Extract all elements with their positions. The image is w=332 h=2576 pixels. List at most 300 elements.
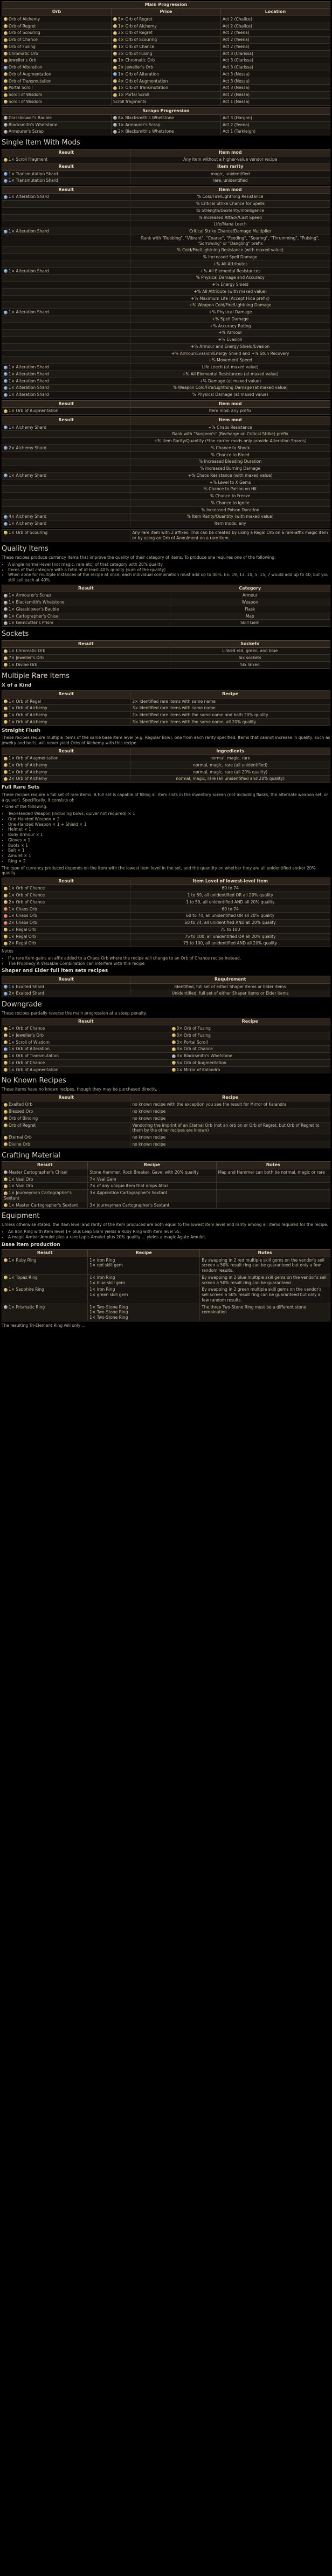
table-cell: 1× Scroll Fragment <box>2 156 130 163</box>
table-cell: 1× Alteration Shard <box>2 268 130 275</box>
table-cell: % Physical Damage and Accuracy <box>130 275 330 282</box>
table-cell: 3× Portal Scroll <box>170 1039 330 1046</box>
col-result: Result <box>2 417 130 424</box>
table-cell <box>2 295 130 302</box>
table-row <box>2 1122 330 1134</box>
table-cell: Orb of Transmutation <box>2 78 112 85</box>
table-cell: % Chance to Freeze <box>130 493 330 500</box>
orb-icon <box>4 17 8 21</box>
table-cell: +% Armour and Energy Shield/Evasion <box>130 343 330 350</box>
straight-flush-table <box>2 748 330 783</box>
table-row <box>2 933 330 940</box>
table-cell: 1× Jeweller's Orb <box>2 1032 170 1039</box>
table-row <box>2 451 330 458</box>
col-item-mod: Item mod <box>130 149 330 156</box>
table-cell: Map <box>170 613 330 620</box>
table-cell: Skill Gem <box>170 620 330 627</box>
full-rare-lead: • One of the following: <box>2 804 48 810</box>
table-cell: % Weapon Cold/Fire/Lightning Damage (at maxed value) <box>130 385 330 392</box>
table-cell: magic, unidentified <box>130 170 330 177</box>
table-cell: normal, magic, rare (all unidentified) <box>130 762 330 769</box>
table-cell: +% Armour/Evasion/Energy Shield and +% Stun Recovery <box>130 350 330 357</box>
table-cell: Portal Scroll <box>2 85 112 92</box>
equipment-bottom-note: The resulting Tri-Element Ring will only ... <box>2 1323 86 1328</box>
table-row <box>2 655 330 662</box>
table-cell: Act 2 (Yeena) <box>221 43 330 50</box>
table-row <box>2 385 330 392</box>
table-cell: +% Level to X Gems <box>130 479 330 486</box>
downgrade-rows <box>2 1025 330 1073</box>
table-cell <box>2 337 130 344</box>
quality-title: Quality Items <box>2 545 49 553</box>
table-row <box>2 1274 330 1286</box>
table-row <box>2 698 330 705</box>
table-cell: 1× Cartographer's Chisel <box>2 613 170 620</box>
table-row <box>2 762 330 769</box>
table-row <box>2 16 330 23</box>
orb-icon <box>4 621 8 625</box>
table-cell: Chromatic Orb <box>2 50 112 57</box>
table-row <box>2 1141 330 1148</box>
table-row <box>2 316 330 323</box>
orb-icon <box>172 1061 176 1065</box>
orb-icon <box>4 1047 8 1051</box>
table-row <box>2 98 330 105</box>
table-cell: 2× Regal Orb <box>2 940 130 947</box>
table-cell: Scroll fragments <box>112 98 221 105</box>
table-cell: no known recipe <box>130 1141 330 1148</box>
table-cell: 1× Glassblower's Bauble <box>2 606 170 613</box>
orb-icon <box>4 649 8 653</box>
table-cell: 4× Alchemy Shard <box>2 513 130 520</box>
table-row <box>2 990 330 997</box>
downgrade-text: These recipes partially reverse the main progression at a steep penalty. <box>2 1010 147 1016</box>
table-cell: +% Spell Damage <box>130 316 330 323</box>
table-cell: Orb of Alteration <box>2 64 112 71</box>
table-cell: no known recipe <box>130 1115 330 1122</box>
table-cell: +% All Elemental Resistances (at maxed value) <box>130 371 330 378</box>
col-item-rarity: Item rarity <box>130 163 330 170</box>
table-row <box>2 1176 330 1183</box>
table-cell <box>2 247 130 254</box>
table-row <box>2 247 330 254</box>
table-row <box>2 261 330 268</box>
table-cell: 1× Alteration Shard <box>2 378 130 385</box>
orb-icon <box>4 52 8 56</box>
table-cell: 1× Orb of Chance <box>2 1059 170 1066</box>
table-row <box>2 599 330 606</box>
table-cell: Blacksmith's Whetstone <box>2 121 112 128</box>
table-cell: % Increased Attack/Cast Speed <box>130 214 330 221</box>
orb-icon <box>4 1103 8 1107</box>
table-cell <box>2 214 130 221</box>
table-cell: +% Weapon Cold/Fire/Lightning Damage <box>130 302 330 309</box>
section-single-item: Single Item With Mods <box>2 139 80 147</box>
table-cell: no known recipe with the exception you see the result for Mirror of Kalandra <box>130 1101 330 1108</box>
table-cell: +% Movement Speed <box>130 357 330 364</box>
crafting-table <box>2 1161 330 1209</box>
table-cell <box>2 330 130 337</box>
table-row <box>2 465 330 472</box>
orb-icon <box>4 1276 8 1279</box>
table-cell: Master Cartographer's Chisel <box>2 1169 88 1176</box>
table-row <box>2 114 330 121</box>
orb-icon <box>4 386 8 390</box>
table-row <box>2 235 330 247</box>
table-cell: 1× Alchemy Shard <box>2 472 130 479</box>
table-cell <box>2 458 130 465</box>
table-cell: 1× Chaos Orb <box>2 906 130 913</box>
table-cell: 1× Alteration Shard <box>2 309 130 316</box>
table-cell: 1× Divine Orb <box>2 661 170 668</box>
no-known-rows <box>2 1101 330 1148</box>
table-cell: Act 2 (Nessa) <box>221 92 330 99</box>
table-cell: 1× Alteration Shard <box>2 385 130 392</box>
table-row <box>2 424 330 431</box>
table-cell: Act 1 (Tarkleigh) <box>221 128 330 135</box>
table-row <box>2 769 330 776</box>
table-cell: Unidentified, full set of either Shaper items or Elder items <box>130 990 330 997</box>
table-row <box>2 520 330 527</box>
orb-icon <box>4 130 8 134</box>
table-cell: 1× Chromatic Orb <box>112 57 221 64</box>
col-item-mod: Item mod <box>130 400 330 407</box>
list-item: • Body Armour × 1 <box>8 832 330 838</box>
single-item-rows <box>2 156 330 184</box>
table-row <box>2 493 330 500</box>
table-row <box>2 906 330 913</box>
alchemy-table <box>2 416 330 527</box>
table-cell: 2× Orb of Regret <box>112 30 221 37</box>
list-item: • An Iron Ring with item level 1+ plus Leap Slam yields a Ruby Ring with item level 55. <box>8 1229 330 1235</box>
table-cell: 7× Jeweller's Orb <box>2 655 170 662</box>
table-row <box>2 712 330 719</box>
table-cell: 1× Alteration Shard <box>2 371 130 378</box>
table-row <box>2 486 330 493</box>
table-cell: normal, magic, rare (all 20% quality) <box>130 769 330 776</box>
straight-flush-title: Straight Flush <box>2 728 41 734</box>
table-row <box>2 1101 330 1108</box>
orb-icon <box>113 52 117 56</box>
table-cell: Stone Hammer, Rock Breaker, Gavel with 20% quality <box>88 1169 216 1176</box>
table-cell <box>216 1190 330 1202</box>
table-cell: 2× Identified rare items with same name <box>130 698 330 705</box>
table-cell: 3× Journeyman Cartographer's Sextant <box>88 1202 216 1209</box>
orb-icon <box>113 24 117 28</box>
table-cell: Item mods: any <box>130 520 330 527</box>
orb-icon <box>113 72 117 76</box>
table-cell: 3× Apprentice Cartographer's Sextant <box>88 1190 216 1202</box>
orb-icon <box>113 79 117 83</box>
table-cell: 3× Orb of Fusing <box>112 50 221 57</box>
table-cell: Any item without a higher-value vendor recipe <box>130 156 330 163</box>
table-cell: % Item Rarity/Quantity (with maxed value) <box>130 513 330 520</box>
orb-icon <box>4 426 8 429</box>
table-row <box>2 755 330 762</box>
table-cell: 1× Gemcutter's Prism <box>2 620 170 627</box>
orb-icon <box>4 757 8 761</box>
list-item: • Helmet × 1 <box>8 827 330 832</box>
table-row <box>2 926 330 933</box>
table-row <box>2 444 330 451</box>
orb-icon <box>4 1068 8 1072</box>
table-cell: By swapping in 2 green multiple skill gems on the vendor's sell screen a 50% result ring can be guaranteed but only a few random results. <box>200 1286 330 1304</box>
orb-icon <box>4 446 8 450</box>
orb-icon <box>4 1203 8 1207</box>
orb-icon <box>4 992 8 996</box>
table-cell: 1× Transmutation Shard <box>2 177 130 184</box>
table-cell: Act 3 (Nessa) <box>221 71 330 78</box>
orb-icon <box>4 522 8 526</box>
orb-icon <box>172 1047 176 1051</box>
table-cell <box>2 323 130 330</box>
table-cell: % Critical Strike Chance for Spells <box>130 201 330 208</box>
list-item: • A single normal-level (not magic, rare etc) of that category with 20% quality <box>8 562 330 567</box>
table-row <box>2 718 330 725</box>
table-cell <box>216 1183 330 1190</box>
table-row <box>2 499 330 506</box>
table-cell: +% Chaos Resistance <box>130 424 330 431</box>
scraps-table <box>2 107 330 136</box>
table-row <box>2 57 330 64</box>
col-requirement: Requirement <box>130 976 330 983</box>
table-row <box>2 364 330 371</box>
quality-rows <box>2 592 330 627</box>
table-row <box>2 899 330 906</box>
orb-icon <box>4 607 8 611</box>
scraps-rows <box>2 114 330 135</box>
quality-bullets <box>2 562 330 583</box>
orb-icon <box>4 985 8 989</box>
table-row <box>2 207 330 214</box>
table-cell: 60 to 74 <box>130 885 330 892</box>
table-cell: Act 3 (Nessa) <box>221 85 330 92</box>
table-cell: 1× Orb of Alchemy <box>112 23 221 30</box>
orb-icon <box>4 1116 8 1120</box>
table-cell: 1× Alteration Shard <box>2 194 130 201</box>
orb-icon <box>4 372 8 376</box>
list-item: • One-Handed Weapon × 2 <box>8 817 330 822</box>
table-cell <box>2 486 130 493</box>
table-row <box>2 64 330 71</box>
table-cell: 1× Exalted Shard <box>2 983 130 990</box>
table-cell <box>2 302 130 309</box>
table-cell: 1× Orb of Chance <box>2 885 130 892</box>
orb-icon <box>4 1027 8 1031</box>
col-notes: Notes <box>200 1250 330 1257</box>
table-cell: Flask <box>170 606 330 613</box>
col-result: Result <box>2 748 130 755</box>
table-cell: 1× Sapphire Ring <box>2 1286 88 1304</box>
table-cell: Act 2 (Chalice) <box>221 23 330 30</box>
col-result: Result <box>2 878 130 885</box>
no-known-title: No Known Recipes <box>2 1077 66 1085</box>
table-row <box>2 431 330 438</box>
col-location: Location <box>221 9 330 16</box>
list-item: • A magic Amber Amulet plus a rare Lapis Amulet plus 20% quality ... yields a magic Agate Amulet. <box>8 1235 330 1240</box>
table-cell: 1× Orb of Augmentation <box>2 755 130 762</box>
orb-icon <box>4 59 8 63</box>
orb-icon <box>4 601 8 605</box>
table-row <box>2 1059 330 1066</box>
table-cell: Act 3 (Nessa) <box>221 78 330 85</box>
straight-flush-text: These recipes require multiple items of the same base item level (e.g. Regular Bow), one from each rarity specified. Items that cannot increase in quality, such as jewelry and belts, will never yield Orbs of Alchemy with this recipe. <box>2 735 330 745</box>
table-cell: Jeweller's Orb <box>2 57 112 64</box>
table-cell: +% Armour <box>130 330 330 337</box>
table-cell: 1× Vaal Orb <box>2 1176 88 1183</box>
col-result: Result <box>2 1162 88 1169</box>
table-cell: 1× Orb of Alchemy <box>2 705 130 712</box>
orb-icon <box>113 93 117 97</box>
table-row <box>2 892 330 899</box>
table-row <box>2 472 330 479</box>
main-progression-rows <box>2 16 330 105</box>
table-cell: Critical Strike Chance/Damage Multiplier <box>130 228 330 235</box>
table-cell: Act 2 (Yeena) <box>221 121 330 128</box>
orb-icon <box>113 130 117 134</box>
table-row <box>2 30 330 37</box>
table-cell: Act 1 (Nessa) <box>221 98 330 105</box>
orb-icon <box>4 116 8 120</box>
table-cell: no known recipe <box>130 1134 330 1141</box>
table-cell: 1× Chromatic Orb <box>2 648 170 655</box>
table-cell: Orb of Fusing <box>2 43 112 50</box>
table-cell: By swapping in 2 red multiple skill gems on the vendor's sell screen a 50% result ring can be guaranteed but only a few random results. <box>200 1257 330 1274</box>
table-row <box>2 1190 330 1202</box>
table-cell: Orb of Regret <box>2 23 112 30</box>
table-row <box>2 940 330 947</box>
orb-icon <box>4 921 8 925</box>
full-rare-text: These recipes require a full set of rare items. A full set is capable of filling all item slots in the inventory screen (not including flasks, the alternate weapon set, or a quiver). Specifically, it consists of: <box>2 792 328 803</box>
table-cell: Weapon <box>170 599 330 606</box>
table-row <box>2 1202 330 1209</box>
orb-icon <box>4 714 8 717</box>
table-row <box>2 606 330 613</box>
orb-icon <box>113 17 117 21</box>
table-cell <box>2 438 130 445</box>
table-row <box>2 1286 330 1304</box>
table-cell: 1× Blacksmith's Whetstone <box>2 599 170 606</box>
table-cell: % Cold/Fire/Lightning Resistance (with maxed value) <box>130 247 330 254</box>
orb-icon <box>4 66 8 70</box>
orb-icon <box>4 38 8 42</box>
single-item-table <box>2 149 330 184</box>
col-recipe: Recipe <box>88 1162 216 1169</box>
shaper-title: Shaper and Elder full item sets recipes <box>2 968 108 974</box>
table-cell: 60 to 74 <box>130 906 330 913</box>
table-cell: 7× of any unique item that drops Atlas <box>88 1183 216 1190</box>
table-cell: Orb of Regret <box>2 1122 130 1134</box>
orb-icon <box>113 38 117 42</box>
table-cell: 1× Orb of Alchemy <box>2 718 130 725</box>
table-cell: Orb of Augmentation <box>2 71 112 78</box>
table-cell: Act 2 (Yeena) <box>221 37 330 44</box>
table-cell: The three Two-Stone Ring must be a different stone combination <box>200 1304 330 1321</box>
orb-icon <box>4 311 8 314</box>
orb-icon <box>113 31 117 35</box>
table-cell: 3× Blacksmith's Whetstone <box>170 1053 330 1060</box>
orb-icon <box>4 93 8 97</box>
table-row <box>2 1108 330 1115</box>
table-cell: 1× Orb of Regal <box>2 698 130 705</box>
scraps-title: Scraps Progression <box>2 107 330 114</box>
table-row <box>2 648 330 655</box>
table-cell: 1× Orb of Augmentation <box>2 408 130 415</box>
col-result: Result <box>2 149 130 156</box>
col-orb: Orb <box>2 9 112 16</box>
full-rare-rows <box>2 885 330 947</box>
orb-icon <box>172 1054 176 1058</box>
table-cell: Orb of Scouring <box>2 30 112 37</box>
table-row <box>2 438 330 445</box>
orb-icon <box>4 24 8 28</box>
scouring-recipe: Any rare item with 2 affixes. This can be created by using a Regal Orb on a rare-affix magic item or by using an Orb of Annulment on a rare item. <box>130 529 330 542</box>
orb-icon <box>4 1170 8 1174</box>
table-cell: 1× Ruby Ring <box>2 1257 88 1274</box>
table-cell <box>2 261 130 268</box>
orb-icon <box>113 59 117 63</box>
orb-icon <box>4 887 8 890</box>
multiple-rare-title: Multiple Rare Items <box>2 672 70 680</box>
table-row <box>2 302 330 309</box>
table-cell <box>2 465 130 472</box>
orb-icon <box>113 66 117 70</box>
orb-icon <box>4 100 8 104</box>
table-cell: Divine Orb <box>2 1141 130 1148</box>
table-cell: Glassblower's Bauble <box>2 114 112 121</box>
table-row <box>2 479 330 486</box>
table-row <box>2 1304 330 1321</box>
table-cell <box>2 221 130 228</box>
table-row <box>2 661 330 668</box>
table-cell: +% All Attributes <box>130 261 330 268</box>
table-cell: % Increased Bleeding Duration <box>130 458 330 465</box>
table-row <box>2 378 330 385</box>
orb-icon <box>4 1258 8 1262</box>
table-cell <box>2 479 130 486</box>
orb-icon <box>4 86 8 90</box>
orb-icon <box>113 45 117 49</box>
table-cell: % Physical Damage (at maxed value) <box>130 392 330 399</box>
table-row <box>2 228 330 235</box>
table-cell: Life Leech (at maxed value) <box>130 364 330 371</box>
table-row <box>2 392 330 399</box>
table-row <box>2 78 330 85</box>
table-cell: +% Item Rarity/Quantity (*the carrier mods only provide Alteration Shards) <box>130 438 330 445</box>
col-result: Result <box>2 640 170 647</box>
table-cell: Item mod: any prefix <box>130 408 330 415</box>
table-cell <box>216 1202 330 1209</box>
table-cell: 1× Two-Stone Ring 1× Two-Stone Ring 1× Two-Stone Ring <box>88 1304 200 1321</box>
table-cell: +% Maximum Life (Accept Hide prefix) <box>130 295 330 302</box>
list-item: • Gloves × 1 <box>8 838 330 843</box>
list-item: • Items of that category with a total of at least 40% quality (sum of the quality) <box>8 567 330 573</box>
table-cell: normal, magic, rare <box>130 755 330 762</box>
table-row <box>2 156 330 163</box>
table-row <box>2 350 330 357</box>
col-result: Result <box>2 187 130 194</box>
table-row <box>2 913 330 920</box>
col-result: Result <box>2 400 130 407</box>
orb-icon <box>4 515 8 519</box>
col-recipe: Recipe <box>88 1250 200 1257</box>
shaper-table <box>2 976 330 997</box>
full-rare-title: Full Rare Sets <box>2 785 40 791</box>
full-rare-table <box>2 878 330 947</box>
orb-icon <box>4 1123 8 1127</box>
table-cell: 5× Orb of Regret <box>112 16 221 23</box>
orb-icon <box>4 172 8 176</box>
